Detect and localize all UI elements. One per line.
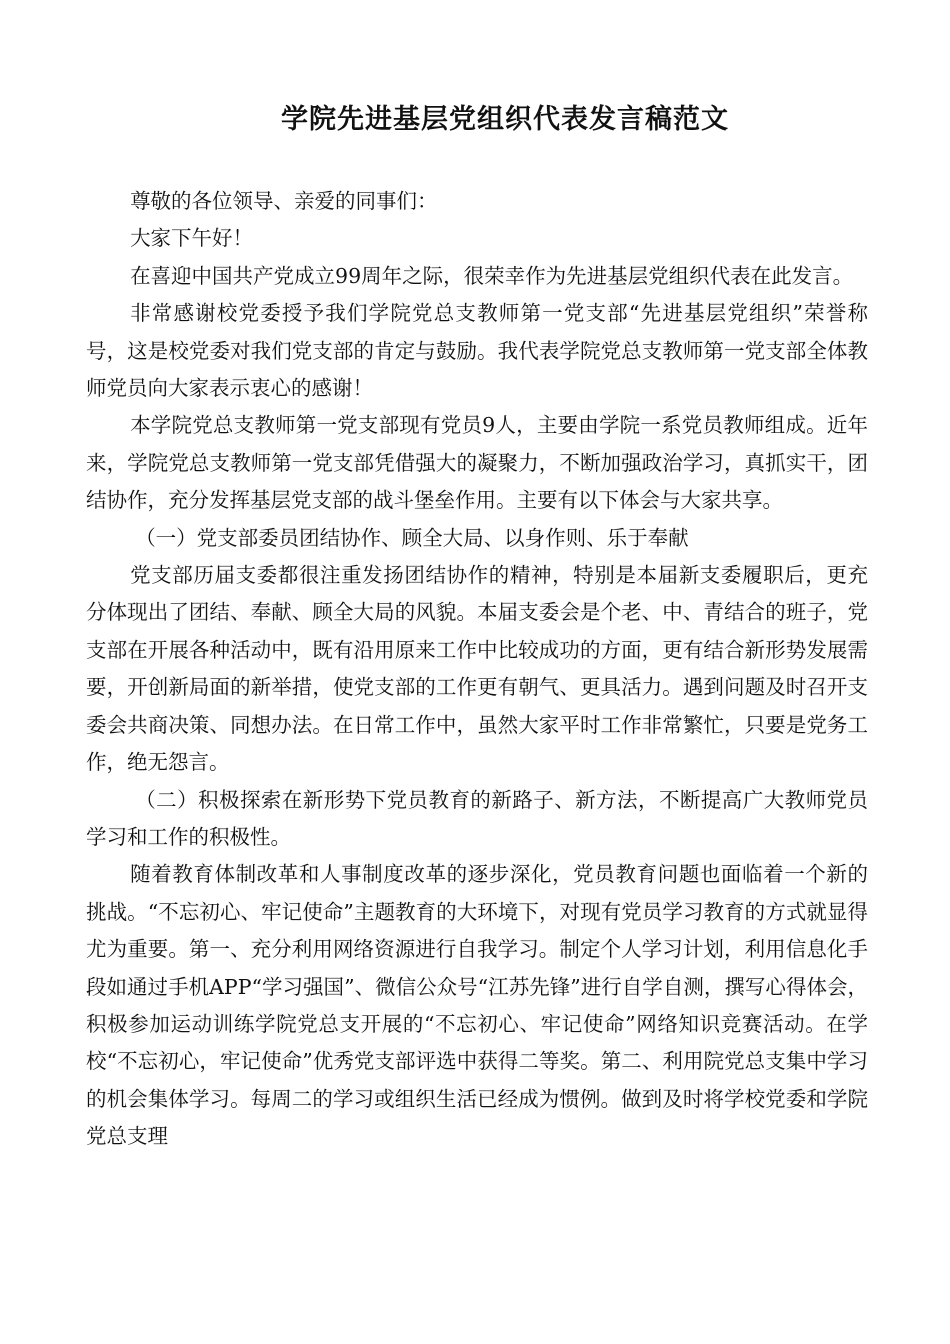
paragraph-section-1: 党支部历届支委都很注重发扬团结协作的精神，特别是本届新支委履职后，更充分体现出了团结、奉献、顾全大局的风貌。本届支委会是个老、中、青结合的班子，党支部在开展各种活动中，既有沿用原来工作中比较成功的方面，更有结合新形势发展需要，开创新局面的新举措，使党支部的工作更有朝气、更具活力。遇到问题及时召开支委会共商决策、同想办法。在日常工作中，虽然大家平时工作非常繁忙，只要是党务工作，绝无怨言。 xyxy=(86,563,868,775)
greeting: 大家下午好！ xyxy=(130,226,254,251)
document-title: 学院先进基层党组织代表发言稿范文 xyxy=(281,104,729,135)
salutation: 尊敬的各位领导、亲爱的同事们： xyxy=(130,189,438,213)
paragraph-thanks: 非常感谢校党委授予我们学院党总支教师第一党支部“先进基层党组织”荣誉称号，这是校党委对我们党支部的肯定与鼓励。我代表学院党总支教师第一党支部全体教师党员向大家表示衷心的感谢！ xyxy=(86,301,868,401)
document-body xyxy=(86,183,868,1156)
section-heading-2: （二）积极探索在新形势下党员教育的新路子、新方法，不断提高广大教师党员学习和工作的积极性。 xyxy=(86,787,868,849)
section-heading-1: （一）党支部委员团结协作、顾全大局、以身作则、乐于奉献 xyxy=(135,525,689,550)
paragraph-overview: 本学院党总支教师第一党支部现有党员9人，主要由学院一系党员教师组成。近年来，学院党总支教师第一党支部凭借强大的凝聚力，不断加强政治学习，真抓实干，团结协作，充分发挥基层党支部的战斗堡垒作用。主要有以下体会与大家共享。 xyxy=(86,413,868,513)
paragraph-intro: 在喜迎中国共产党成立99周年之际，很荣幸作为先进基层党组织代表在此发言。 xyxy=(130,263,854,288)
paragraph-section-2: 随着教育体制改革和人事制度改革的逐步深化，党员教育问题也面临着一个新的挑战。“不忘初心、牢记使命”主题教育的大环境下，对现有党员学习教育的方式就显得尤为重要。第一、充分利用网络资源进行自我学习。制定个人学习计划，利用信息化手段如通过手机APP“学习强国”、微信公众号“江苏先锋”进行自学自测，撰写心得体会，积极参加运动训练学院党总支开展的“不忘初心、牢记使命”网络知识竞赛活动。在学校“不忘初心，牢记使命”优秀党支部评选中获得二等奖。第二、利用院党总支集中学习的机会集体学习。每周二的学习或组织生活已经成为惯例。做到及时将学校党委和学院党总支理 xyxy=(86,862,868,1149)
